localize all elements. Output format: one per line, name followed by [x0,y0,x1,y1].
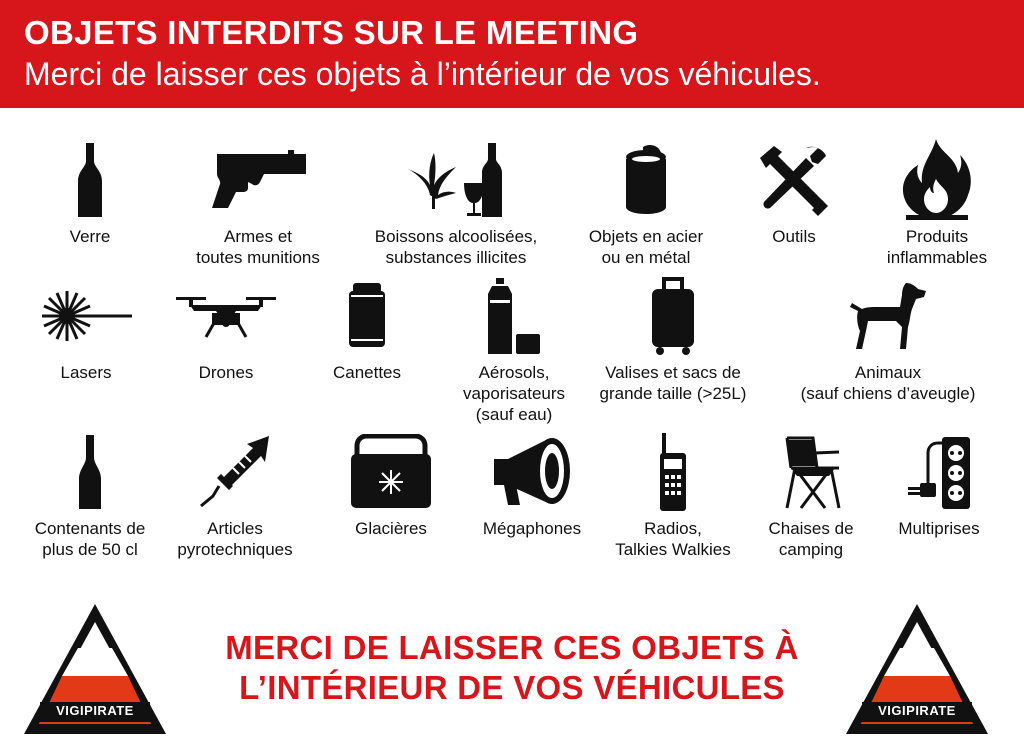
item-animaux [793,276,983,404]
header-banner [0,0,1024,108]
vigipirate-logo-right [842,600,992,738]
item-label: Valises et sacs de grande taille (>25L) [599,363,747,403]
item-label: Chaises de camping [768,519,854,559]
item-label: Outils [772,227,816,246]
item-inflammables [842,140,1024,268]
vigipirate-logo-left [20,600,170,738]
dog-icon [793,276,983,356]
item-label: Produits inflammables [886,227,988,267]
page-subtitle: Merci de laisser ces objets à l’intérieur de vos véhicules. [24,56,821,92]
item-label: Armes et toutes munitions [196,227,320,267]
item-label: Glacières [355,519,427,538]
item-multiprises [844,432,1024,539]
item-boissons [361,140,551,268]
item-label: Lasers [60,363,112,382]
item-label: Mégaphones [482,519,582,538]
item-valises [578,276,768,404]
item-label: Verre [69,227,111,246]
item-verre [0,140,185,247]
vigipirate-label: VIGIPIRATE [56,703,134,718]
item-label: Radios, Talkies Walkies [615,519,731,559]
item-label: Objets en acier ou en métal [588,227,704,267]
suitcase-icon [578,276,768,356]
vigipirate-label: VIGIPIRATE [878,703,956,718]
footer-message: MERCI DE LAISSER CES OBJETS À L’INTÉRIEUR DE VOS VÉHICULES [225,629,799,706]
item-label: Articles pyrotechniques [177,519,293,559]
item-armes [163,140,353,268]
item-label: Drones [198,363,254,382]
item-label: Canettes [332,363,402,382]
item-label: Multiprises [898,519,980,538]
alcohol-cannabis-icon [361,140,551,220]
item-label: Boissons alcoolisées, substances illicites [374,227,538,267]
item-label: Aérosols, vaporisateurs (sauf eau) [462,363,566,424]
flame-icon [842,140,1024,220]
item-label: Contenants de plus de 50 cl [34,519,146,559]
page-title: OBJETS INTERDITS SUR LE MEETING [24,14,639,51]
pistol-icon [163,140,353,220]
item-label: Animaux (sauf chiens d’aveugle) [800,363,976,403]
wine-bottle-icon [0,140,185,220]
power-strip-icon [844,432,1024,512]
